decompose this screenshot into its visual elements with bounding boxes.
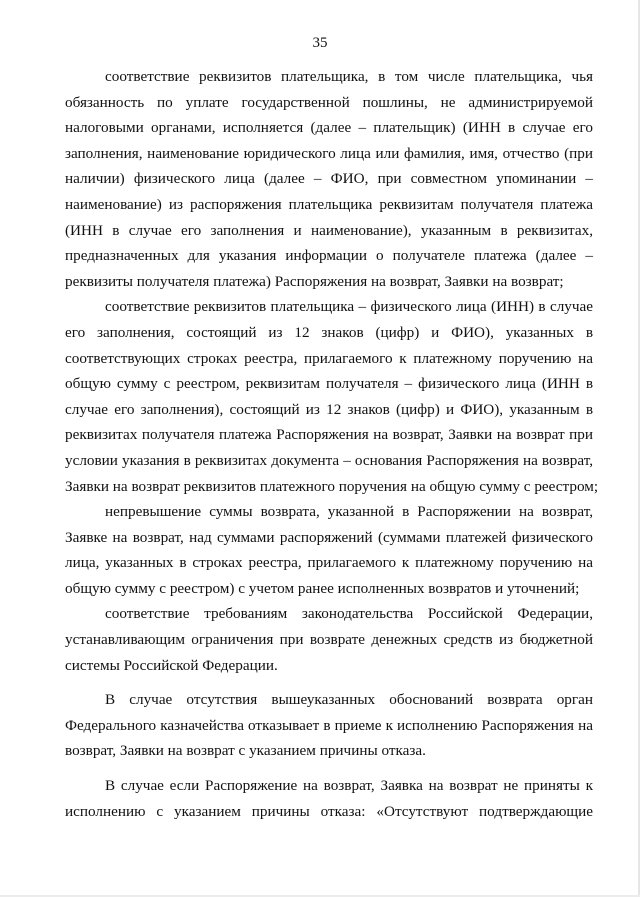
- text-line: соответствие требованиям законодательства Российской Федерации,: [105, 605, 593, 623]
- text-line: системы Российской Федерации.: [65, 656, 278, 674]
- text-line: В случае отсутствия вышеуказанных обоснований возврата орган: [105, 691, 593, 709]
- text-line: реквизитах получателя платежа Распоряжения на возврат, Заявки на возврат при: [65, 426, 593, 444]
- paragraph-spacing: [65, 764, 593, 773]
- text-line: общую сумму с реестром, реквизитам получателя – физического лица (ИНН в: [65, 375, 593, 393]
- paragraph-payer-requisites: [65, 64, 593, 294]
- paragraph-refusal: [65, 687, 593, 764]
- paragraph-spacing: [65, 678, 593, 687]
- text-line: лица, указанных в строках реестра, прилагаемого к платежному поручению на: [65, 554, 593, 572]
- text-line: устанавливающим ограничения при возврате денежных средств из бюджетной: [65, 631, 593, 649]
- text-line: обязанность по уплате государственной пошлины, не администрируемой: [65, 93, 593, 111]
- text-line: соответствие реквизитов плательщика – физического лица (ИНН) в случае: [105, 298, 593, 316]
- text-line: налоговыми органами, исполняется (далее – плательщик) (ИНН в случае его: [65, 119, 593, 137]
- text-line: исполнению с указанием причины отказа: «Отсутствуют подтверждающие: [65, 802, 593, 820]
- paragraph-refund-amount-limit: [65, 499, 593, 601]
- text-line: предназначенных для указания информации о получателе платежа (далее –: [65, 247, 593, 265]
- text-line: реквизиты получателя платежа) Распоряжения на возврат, Заявки на возврат;: [65, 272, 564, 290]
- text-line: соответствующих строках реестра, прилагаемого к платежному поручению на: [65, 349, 593, 367]
- text-line: заполнения, наименование юридического лица или фамилия, имя, отчество (при: [65, 144, 593, 162]
- text-line: случае его заполнения), состоящий из 12 знаков (цифр) и ФИО), указанным в: [65, 400, 593, 418]
- paragraph-legislation-compliance: [65, 601, 593, 678]
- document-body: [65, 64, 599, 824]
- text-line: непревышение суммы возврата, указанной в Распоряжении на возврат,: [105, 503, 593, 521]
- text-line: Заявке на возврат, над суммами распоряжений (суммами платежей физического: [65, 528, 593, 546]
- paragraph-individual-payer-requisites: [65, 294, 599, 499]
- text-line: условии указания в реквизитах документа – основания Распоряжения на возврат,: [65, 451, 593, 469]
- text-line: наличии) физического лица (далее – ФИО, при совместном упоминании –: [65, 170, 593, 188]
- text-line: Заявки на возврат реквизитов платежного поручения на общую сумму с реестром;: [65, 477, 599, 495]
- page-number: 35: [312, 35, 328, 51]
- text-line: В случае если Распоряжение на возврат, Заявка на возврат не приняты к: [105, 777, 593, 795]
- text-line: (ИНН в случае его заполнения и наименование), указанным в реквизитах,: [65, 221, 593, 239]
- text-line: соответствие реквизитов плательщика, в том числе плательщика, чья: [105, 68, 593, 85]
- text-line: его заполнения, состоящий из 12 знаков (цифр) и ФИО), указанных в: [65, 323, 593, 341]
- text-line: общую сумму с реестром) с учетом ранее исполненных возвратов и уточнений;: [65, 579, 580, 597]
- text-line: Федерального казначейства отказывает в приеме к исполнению Распоряжения на: [65, 716, 593, 734]
- text-line: возврат, Заявки на возврат с указанием причины отказа.: [65, 742, 426, 760]
- paragraph-not-accepted: [65, 773, 593, 824]
- text-line: наименование) из распоряжения плательщика реквизитам получателя платежа: [65, 195, 593, 213]
